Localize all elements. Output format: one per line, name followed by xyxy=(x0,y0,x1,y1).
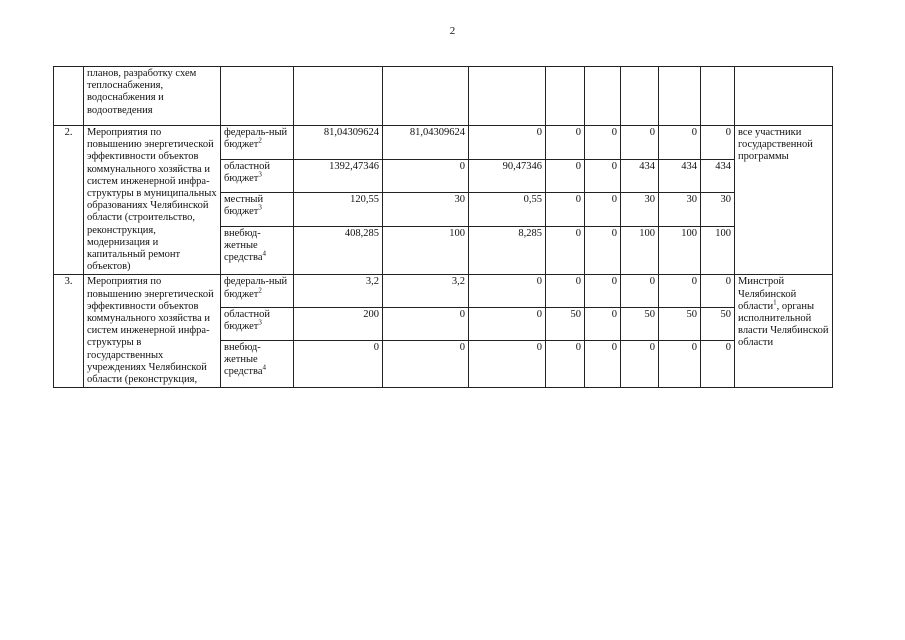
year-amount-cell: 0 xyxy=(621,126,659,160)
year-amount-cell: 0 xyxy=(659,340,701,387)
year-amount-cell: 30 xyxy=(659,193,701,227)
year-amount-cell: 0 xyxy=(383,308,469,341)
year-amount-cell: 0 xyxy=(701,340,735,387)
table-row xyxy=(54,126,833,160)
row-number-cell: 2. xyxy=(54,126,84,275)
continuation-description: планов, разработку схем теплоснабжения, водоснабжения и водоотведения xyxy=(84,67,221,126)
year-amount-cell: 50 xyxy=(659,308,701,341)
total-amount-cell: 200 xyxy=(294,308,383,341)
year-amount-cell: 30 xyxy=(383,193,469,227)
empty-cell xyxy=(659,67,701,126)
funding-source-cell xyxy=(221,126,294,160)
empty-cell xyxy=(621,67,659,126)
row-number-cell xyxy=(54,67,84,126)
empty-cell xyxy=(585,67,621,126)
year-amount-cell: 3,2 xyxy=(383,275,469,308)
participants-cell xyxy=(735,275,833,388)
funding-source-name: областной бюджет xyxy=(224,309,270,333)
year-amount-cell: 0 xyxy=(469,275,546,308)
year-amount-cell: 100 xyxy=(659,226,701,275)
year-amount-cell: 0 xyxy=(621,275,659,308)
total-amount-cell: 1392,47346 xyxy=(294,159,383,193)
footnote-marker: 4 xyxy=(262,249,267,258)
year-amount-cell: 0,55 xyxy=(469,193,546,227)
year-amount-cell: 0 xyxy=(659,275,701,308)
year-amount-cell: 30 xyxy=(701,193,735,227)
year-amount-cell: 30 xyxy=(621,193,659,227)
funding-source-cell xyxy=(221,275,294,308)
participants-text: Минстрой Челябинской области xyxy=(738,276,797,312)
year-amount-cell: 90,47346 xyxy=(469,159,546,193)
year-amount-cell: 0 xyxy=(469,308,546,341)
row-number-cell: 3. xyxy=(54,275,84,388)
year-amount-cell: 100 xyxy=(701,226,735,275)
total-amount-cell: 120,55 xyxy=(294,193,383,227)
year-amount-cell: 100 xyxy=(383,226,469,275)
measure-description: Мероприятия по повышению энергетической эффективности объектов коммунального хозяйства и систем инженерной инфра-структуры в государственных учреждениях Челябинской области (реконструкция, xyxy=(84,275,221,388)
year-amount-cell: 81,04309624 xyxy=(383,126,469,160)
year-amount-cell: 0 xyxy=(585,159,621,193)
year-amount-cell: 0 xyxy=(469,340,546,387)
year-amount-cell: 100 xyxy=(621,226,659,275)
funding-source-cell xyxy=(221,308,294,341)
year-amount-cell: 0 xyxy=(546,126,585,160)
funding-source-cell xyxy=(221,193,294,227)
year-amount-cell: 50 xyxy=(621,308,659,341)
year-amount-cell: 0 xyxy=(585,308,621,341)
participants-text-tail: , органы исполнительной власти Челябинской области xyxy=(738,300,829,349)
year-amount-cell: 0 xyxy=(701,275,735,308)
year-amount-cell: 0 xyxy=(383,340,469,387)
year-amount-cell: 0 xyxy=(383,159,469,193)
funding-source-cell xyxy=(221,340,294,387)
footnote-marker: 4 xyxy=(262,363,267,372)
empty-cell xyxy=(701,67,735,126)
funding-source-name: федераль-ный бюджет xyxy=(224,276,288,300)
funding-source-cell xyxy=(221,159,294,193)
year-amount-cell: 0 xyxy=(585,340,621,387)
page-number: 2 xyxy=(449,25,456,37)
participants-text: все участники государственной программы xyxy=(738,127,813,163)
participants-cell xyxy=(735,126,833,275)
empty-cell xyxy=(735,67,833,126)
budget-table xyxy=(53,66,833,388)
year-amount-cell: 0 xyxy=(546,226,585,275)
year-amount-cell: 50 xyxy=(546,308,585,341)
empty-cell xyxy=(546,67,585,126)
empty-cell xyxy=(294,67,383,126)
funding-source-name: местный бюджет xyxy=(224,194,264,218)
total-amount-cell: 0 xyxy=(294,340,383,387)
footnote-marker: 3 xyxy=(258,203,262,212)
year-amount-cell: 8,285 xyxy=(469,226,546,275)
empty-cell xyxy=(383,67,469,126)
funding-source-name: областной бюджет xyxy=(224,160,270,184)
footnote-marker: 3 xyxy=(258,170,262,179)
total-amount-cell: 3,2 xyxy=(294,275,383,308)
total-amount-cell: 81,04309624 xyxy=(294,126,383,160)
year-amount-cell: 0 xyxy=(585,275,621,308)
funding-source-cell xyxy=(221,226,294,275)
total-amount-cell: 408,285 xyxy=(294,226,383,275)
footnote-marker: 1 xyxy=(773,298,777,307)
footnote-marker: 2 xyxy=(258,136,262,145)
year-amount-cell: 0 xyxy=(701,126,735,160)
year-amount-cell: 434 xyxy=(659,159,701,193)
year-amount-cell: 0 xyxy=(621,340,659,387)
year-amount-cell: 0 xyxy=(659,126,701,160)
funding-source-name: внебюд-жетные средства xyxy=(224,341,263,378)
year-amount-cell: 0 xyxy=(546,193,585,227)
funding-source-name: внебюд-жетные средства xyxy=(224,227,263,264)
year-amount-cell: 0 xyxy=(546,340,585,387)
footnote-marker: 2 xyxy=(258,286,262,295)
year-amount-cell: 50 xyxy=(701,308,735,341)
empty-cell xyxy=(221,67,294,126)
year-amount-cell: 0 xyxy=(585,193,621,227)
year-amount-cell: 0 xyxy=(546,275,585,308)
year-amount-cell: 0 xyxy=(469,126,546,160)
year-amount-cell: 0 xyxy=(585,226,621,275)
empty-cell xyxy=(469,67,546,126)
year-amount-cell: 434 xyxy=(701,159,735,193)
year-amount-cell: 0 xyxy=(546,159,585,193)
year-amount-cell: 434 xyxy=(621,159,659,193)
footnote-marker: 3 xyxy=(258,318,262,327)
year-amount-cell: 0 xyxy=(585,126,621,160)
continuation-row xyxy=(54,67,833,126)
table-row xyxy=(54,275,833,308)
measure-description: Мероприятия по повышению энергетической эффективности объектов коммунального хозяйства и систем инженерной инфра-структуры в муниципальных образованиях Челябинской области (строительство, реконструкция, модернизация и капитальный ремонт объектов) xyxy=(84,126,221,275)
funding-source-name: федераль-ный бюджет xyxy=(224,127,288,151)
